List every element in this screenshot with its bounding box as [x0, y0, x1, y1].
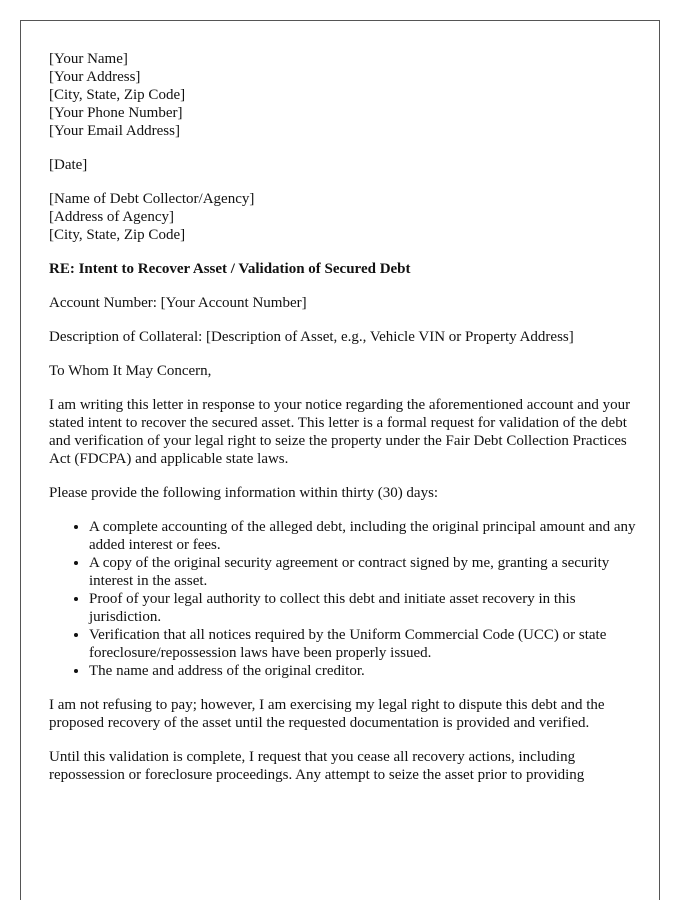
- sender-address: [Your Address]: [49, 69, 141, 85]
- sender-address-block: [49, 50, 639, 140]
- recipient-address: [Address of Agency]: [49, 209, 174, 225]
- list-item: • The name and address of the original creditor.: [89, 662, 639, 680]
- dispute-paragraph: I am not refusing to pay; however, I am exercising my legal right to dispute this debt and the proposed recovery of the asset until the requested documentation is provided and verified.: [49, 697, 605, 731]
- list-item: • A complete accounting of the alleged debt, including the original principal amount and any added interest or fees.: [89, 518, 639, 554]
- letter-page: [20, 20, 660, 900]
- letter-date: [Date]: [49, 157, 88, 173]
- list-item: • Proof of your legal authority to collect this debt and initiate asset recovery in this jurisdiction.: [89, 590, 639, 626]
- recipient-name: [Name of Debt Collector/Agency]: [49, 191, 255, 207]
- collateral-description-line: Description of Collateral: [Description of Asset, e.g., Vehicle VIN or Property Address]: [49, 329, 574, 345]
- sender-name: [Your Name]: [49, 51, 128, 67]
- sender-phone: [Your Phone Number]: [49, 105, 183, 121]
- letter-body: [49, 50, 639, 800]
- subject-line: RE: Intent to Recover Asset / Validation of Secured Debt: [49, 261, 411, 277]
- list-item: • A copy of the original security agreement or contract signed by me, granting a security interest in the asset.: [89, 554, 639, 590]
- account-number-line: Account Number: [Your Account Number]: [49, 295, 307, 311]
- recipient-address-block: [49, 190, 639, 244]
- request-list: [49, 518, 639, 680]
- salutation: To Whom It May Concern,: [49, 363, 212, 379]
- recipient-city-state-zip: [City, State, Zip Code]: [49, 227, 186, 243]
- request-lead-paragraph: Please provide the following information within thirty (30) days:: [49, 485, 439, 501]
- sender-email: [Your Email Address]: [49, 123, 180, 139]
- intro-paragraph: I am writing this letter in response to your notice regarding the aforementioned account and your stated intent to recover the secured asset. This letter is a formal request for validation of the debt and verification of your legal right to seize the property under the Fair Debt Collection Practices Act (FDCPA) and applicable state laws.: [49, 397, 631, 467]
- sender-city-state-zip: [City, State, Zip Code]: [49, 87, 186, 103]
- cease-paragraph: Until this validation is complete, I request that you cease all recovery actions, including repossession or foreclosure proceedings. Any attempt to seize the asset prior to providing: [49, 749, 585, 783]
- list-item: • Verification that all notices required by the Uniform Commercial Code (UCC) or state foreclosure/repossession laws have been properly issued.: [89, 626, 639, 662]
